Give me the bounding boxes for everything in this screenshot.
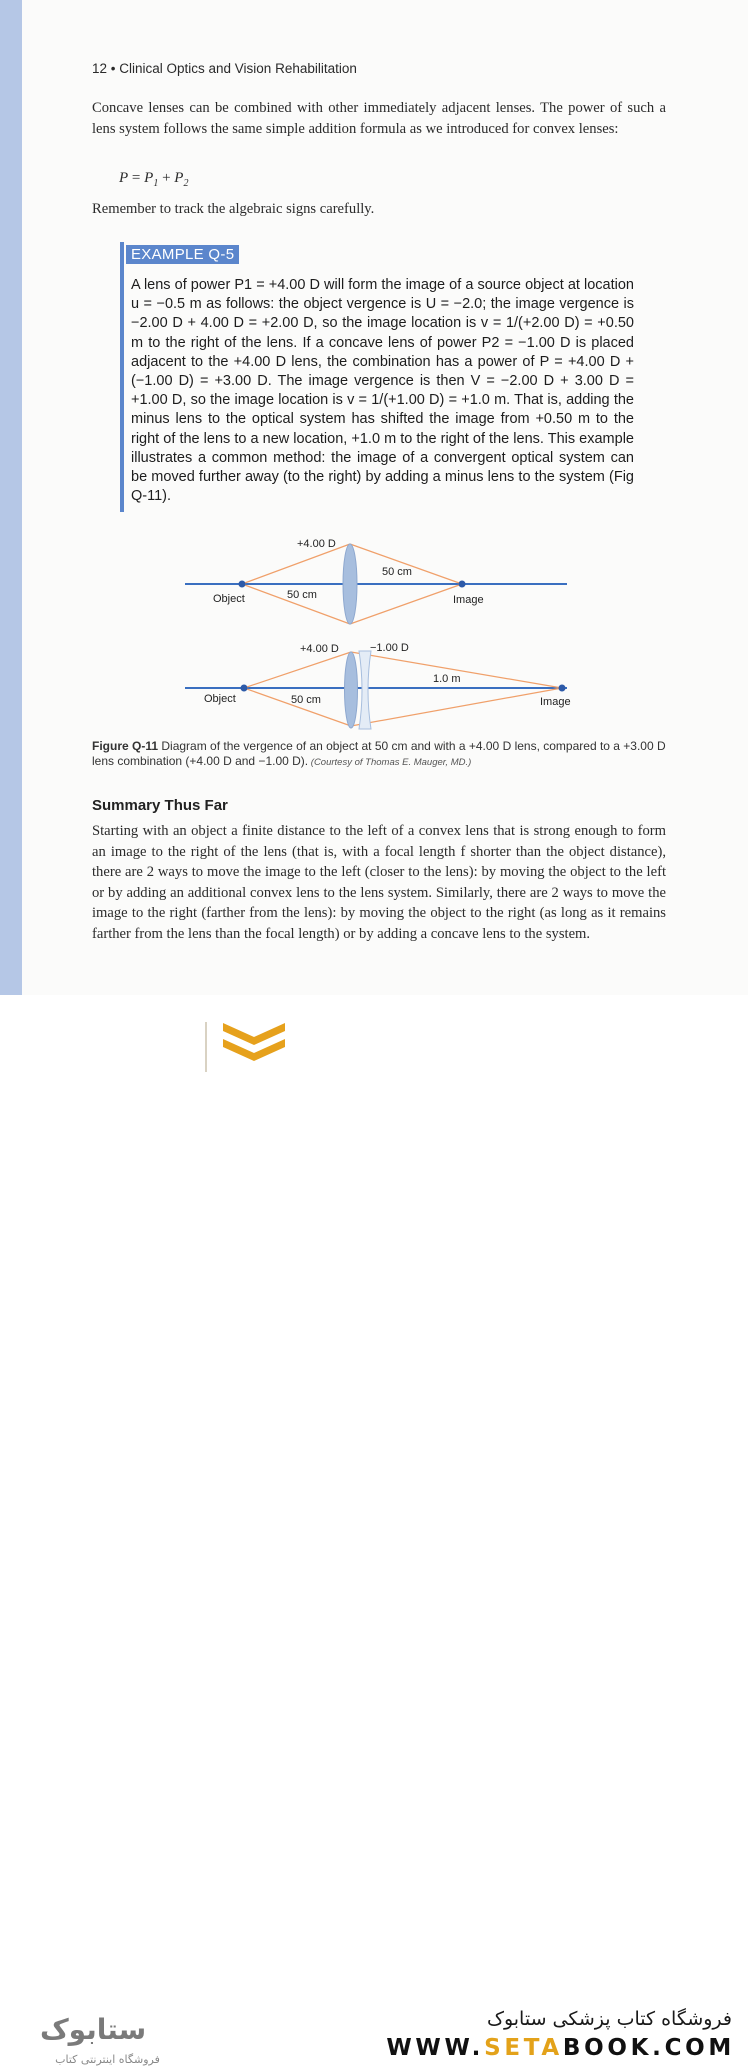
distance-label-left-top: 50 cm xyxy=(287,589,317,601)
store-banner xyxy=(0,995,748,2066)
object-label-top: Object xyxy=(213,593,245,605)
concave-lens-bottom xyxy=(359,651,371,729)
summary-heading: Summary Thus Far xyxy=(92,797,228,814)
bottom-diagram xyxy=(185,642,571,729)
figure-caption xyxy=(92,739,672,770)
image-point-top xyxy=(459,581,466,588)
distance-label-right-bottom: 1.0 m xyxy=(433,673,461,685)
book-page xyxy=(0,0,748,995)
logo-tagline: فروشگاه اینترنتی کتاب xyxy=(55,2053,160,2066)
top-diagram xyxy=(185,538,567,624)
summary-paragraph: Starting with an object a finite distance to the left of a convex lens that is strong enough to form an image to the right of the lens (that is, with a focal length f shorter than the object distance), there are 2 ways to move the image to the left (closer to the lens): by moving the object to the left or by adding an additional convex lens to the lens system. Similarly, there are 2 ways to move the image to the right (farther from the lens): by moving the object to the right (as long as it remains farther from the lens than the focal length) or by adding a concave lens to the system. xyxy=(92,823,666,942)
object-point-bottom xyxy=(241,685,248,692)
lens-power-label-top: +4.00 D xyxy=(297,538,336,550)
store-url[interactable]: WWW.SETABOOK.COM xyxy=(386,2035,735,2061)
caption-credit: (Courtesy of Thomas E. Mauger, MD.) xyxy=(308,757,472,768)
vergence-diagram xyxy=(0,530,748,730)
image-label-top: Image xyxy=(453,594,484,606)
banner-divider xyxy=(205,1022,207,1072)
ray-top-1 xyxy=(242,544,350,584)
caption-text: Diagram of the vergence of an object at 50 cm and with a +4.00 D lens, compared to a +3.00 D lens combination (+4.00 D and −1.00 D). xyxy=(92,739,666,768)
convex-lens-bottom xyxy=(345,652,358,728)
image-label-bottom: Image xyxy=(540,696,571,708)
object-label-bottom: Object xyxy=(204,693,236,705)
example-text: A lens of power P1 = +4.00 D will form the image of a source object at location u = −0.5 m as follows: the object vergence is U = −2.0; the image vergence is −2.00 D + 4.00 D = +2.00 D, so the image location is v = 1/(+2.00 D) = +0.50 m to the right of the lens. If a concave lens of power P2 = −1.00 D is placed adjacent to the +4.00 D lens, the combination has a power of P = +4.00 D + (−1.00 D) = +3.00 D. The image vergence is then V = −2.00 D + 3.00 D = +1.00 D, so the image location is v = 1/(+1.00 D) = +1.0 m. That is, adding the minus lens to the optical system has shifted the image from +0.50 m to the right of the lens to a new location, +1.0 m to the right of the lens. This example illustrates a common method: the image of a convergent optical system can be moved further away (to the right) by adding a minus lens to the system (Fig Q-11). xyxy=(131,277,634,505)
chevron-logo-icon xyxy=(219,1017,289,1065)
ray-top-3 xyxy=(350,544,462,584)
reminder-sentence: Remember to track the algebraic signs carefully. xyxy=(92,201,375,217)
store-name: فروشگاه کتاب پزشکی ستابوک xyxy=(486,2008,732,2030)
page-spine-edge xyxy=(0,0,22,995)
setabook-logo: ستابوک xyxy=(40,2013,147,2046)
lens-addition-formula: $P = P_1 + P_2$ xyxy=(119,170,189,189)
example-tag: EXAMPLE Q-5 xyxy=(126,245,239,264)
object-point-top xyxy=(239,581,246,588)
image-point-bottom xyxy=(559,685,566,692)
ray-bottom-1 xyxy=(244,652,351,688)
convex-lens-top xyxy=(343,544,357,624)
lens2-power-label-bottom: −1.00 D xyxy=(370,642,409,654)
ray-bottom-4 xyxy=(351,688,562,726)
ray-top-4 xyxy=(350,584,462,624)
intro-paragraph: Concave lenses can be combined with other immediately adjacent lenses. The power of such a lens system follows the same simple addition formula as we introduced for convex lenses: xyxy=(92,100,666,137)
lens1-power-label-bottom: +4.00 D xyxy=(300,643,339,655)
running-head: 12 • Clinical Optics and Vision Rehabilitation xyxy=(92,61,357,76)
distance-label-right-top: 50 cm xyxy=(382,566,412,578)
distance-label-left-bottom: 50 cm xyxy=(291,694,321,706)
figure-label: Figure Q-11 xyxy=(92,739,159,753)
